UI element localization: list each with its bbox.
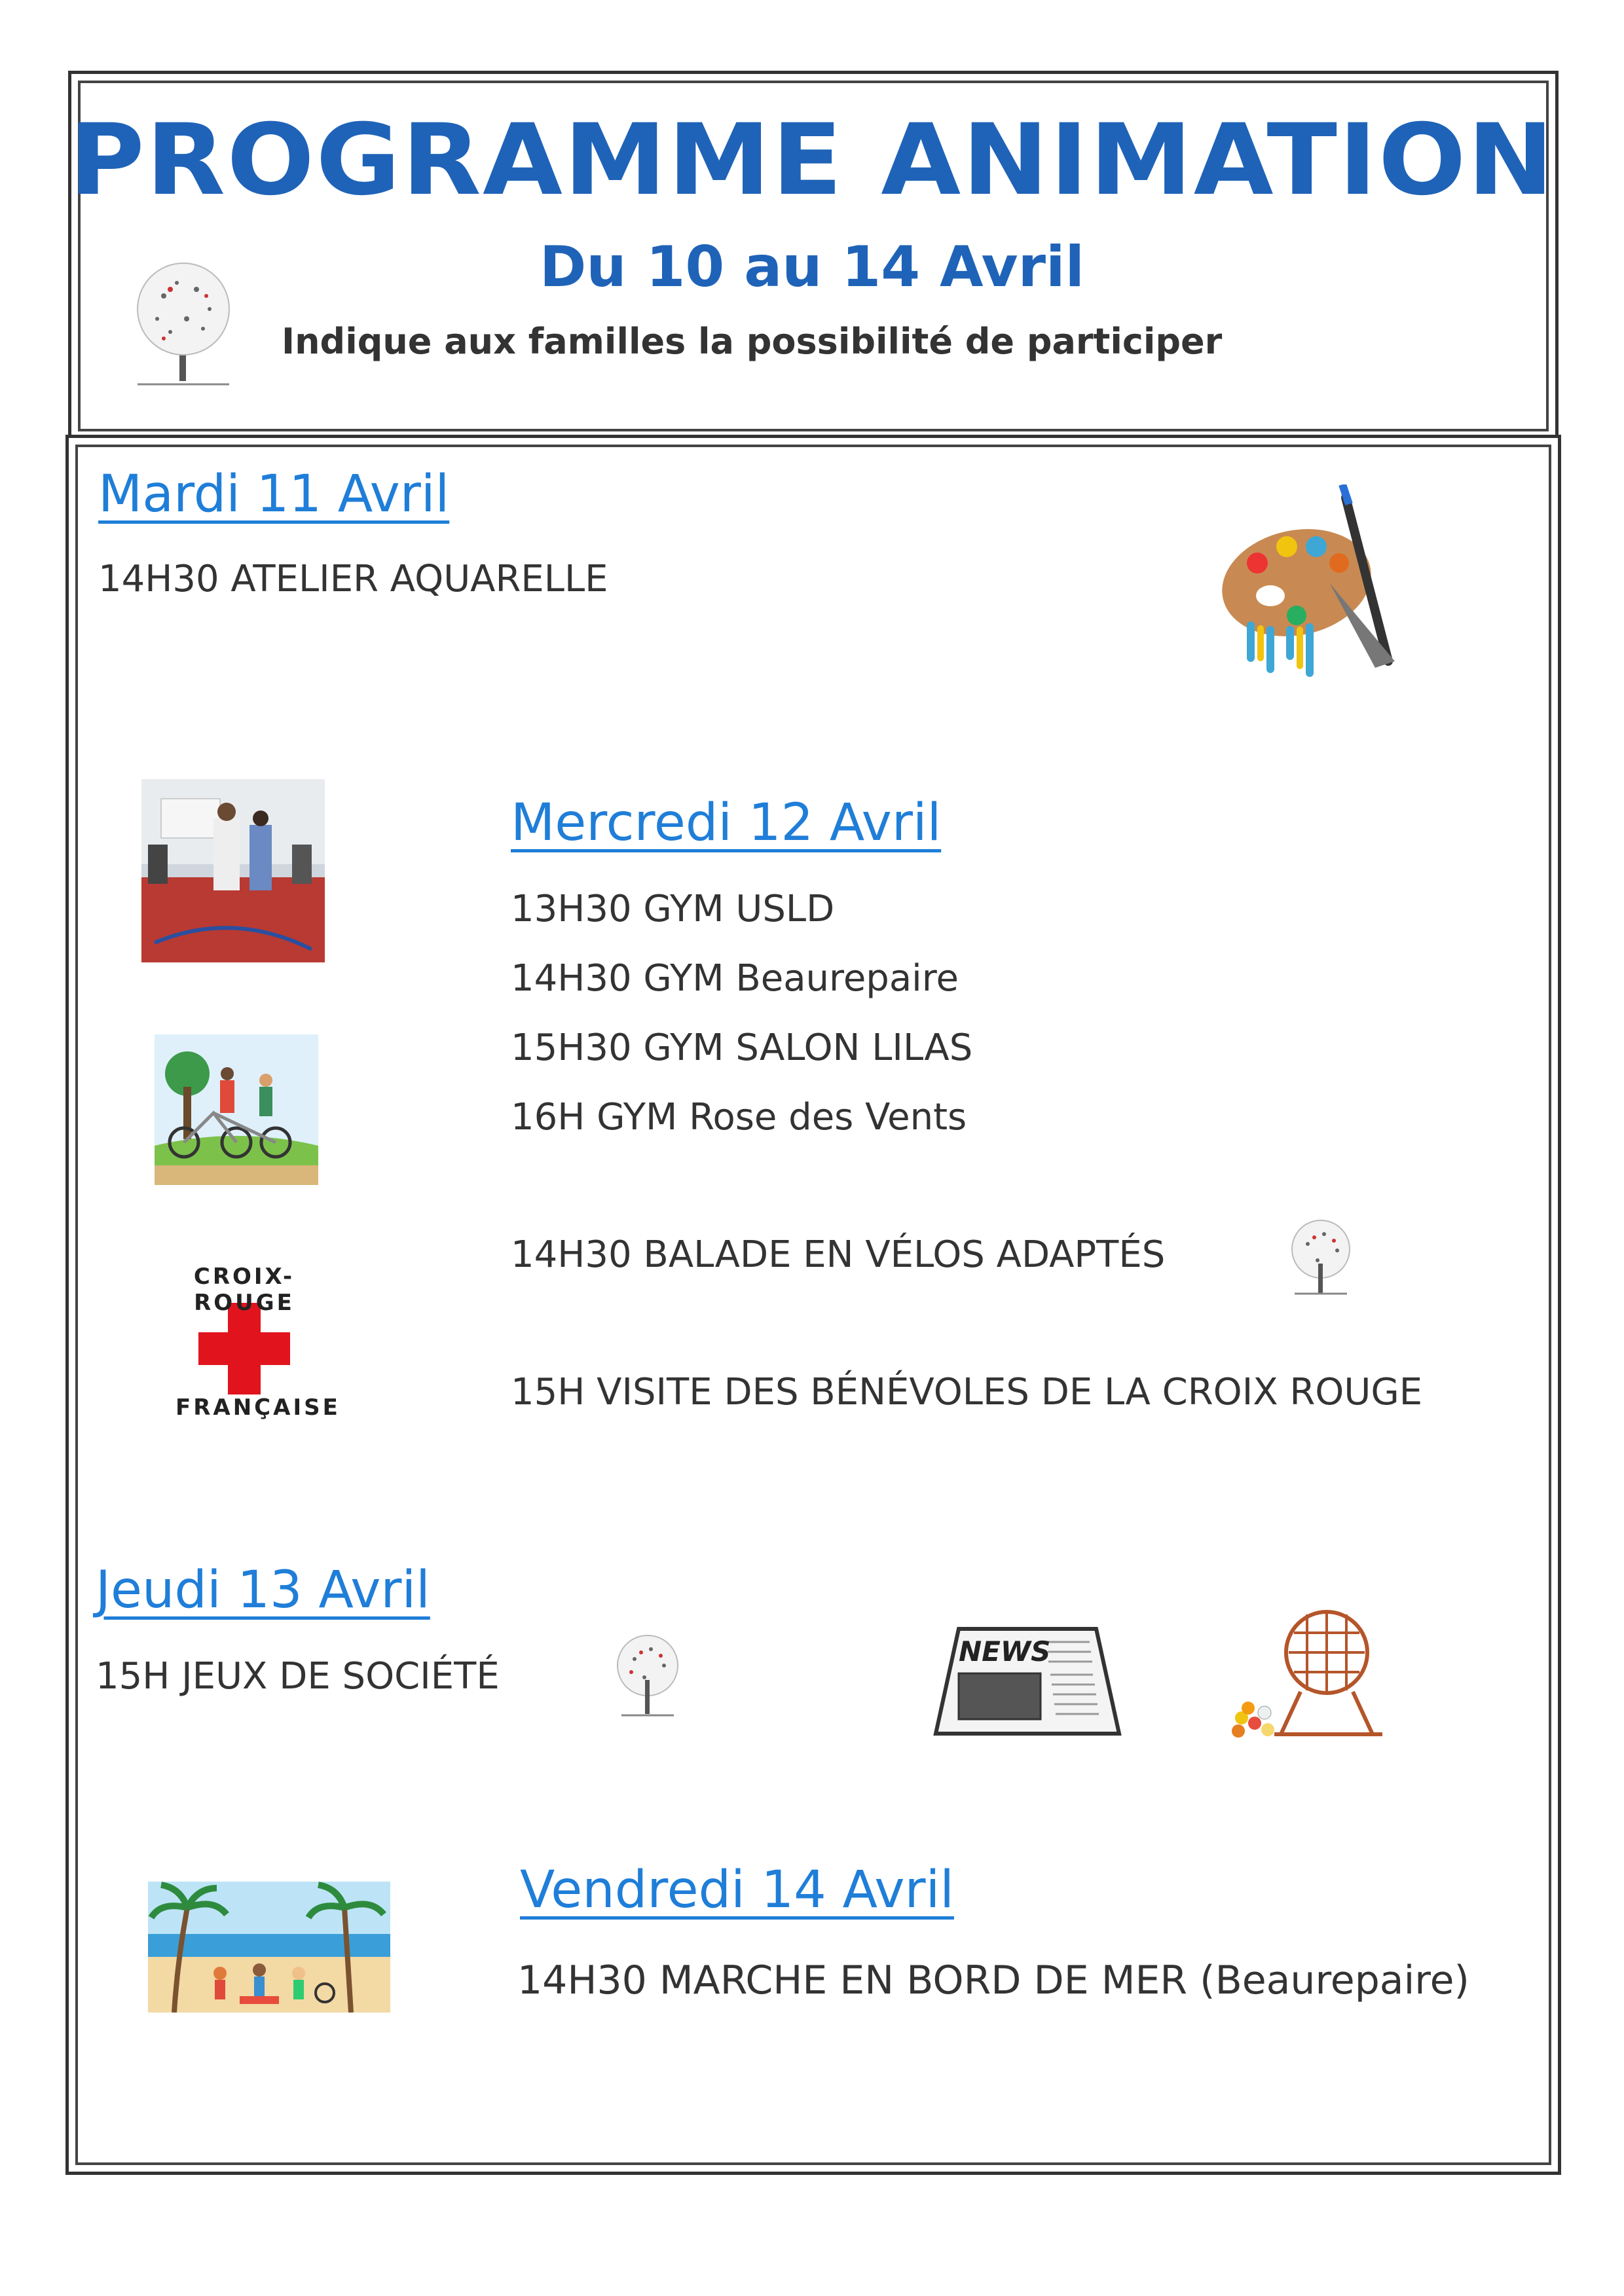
croix-rouge-top-text: CROIX-ROUGE — [193, 1264, 295, 1316]
croix-rouge-bottom-text: FRANÇAISE — [175, 1394, 341, 1421]
tree-logo-icon — [124, 257, 242, 388]
news-icon — [932, 1622, 1122, 1740]
paint-palette-icon — [1218, 484, 1414, 701]
day-heading-mercredi: Mercredi 12 Avril — [511, 793, 942, 852]
activity-item: 16H GYM Rose des Vents — [511, 1096, 967, 1139]
activity-item: 14H30 BALADE EN VÉLOS ADAPTÉS — [511, 1233, 1166, 1276]
day-heading-vendredi: Vendredi 14 Avril — [520, 1861, 954, 1920]
activity-item: 14H30 GYM Beaurepaire — [511, 957, 959, 1000]
activity-item: 15H JEUX DE SOCIÉTÉ — [96, 1655, 500, 1698]
gym-photo-image — [141, 779, 325, 962]
tree-logo-icon — [1285, 1218, 1357, 1296]
activity-item: 13H30 GYM USLD — [511, 888, 835, 930]
activity-item: 15H VISITE DES BÉNÉVOLES DE LA CROIX ROUGE — [511, 1371, 1423, 1413]
subtitle: Indique aux familles la possibilité de participer — [282, 321, 1223, 362]
date-range: Du 10 au 14 Avril — [540, 234, 1084, 300]
tree-logo-icon — [612, 1633, 684, 1718]
croix-rouge-logo — [162, 1257, 341, 1427]
activity-item: 14H30 ATELIER AQUARELLE — [98, 558, 608, 600]
news-label: NEWS — [959, 1635, 1051, 1667]
day-heading-jeudi: Jeudi 13 Avril — [96, 1561, 430, 1620]
page-title: PROGRAMME ANIMATION — [69, 103, 1555, 217]
activity-item: 15H30 GYM SALON LILAS — [511, 1027, 973, 1069]
activity-item: 14H30 MARCHE EN BORD DE MER (Beaurepaire) — [517, 1958, 1469, 2003]
bicycle-illustration-image — [155, 1034, 318, 1185]
bingo-cage-icon — [1228, 1600, 1392, 1744]
day-heading-mardi: Mardi 11 Avril — [98, 465, 450, 524]
beach-illustration-image — [148, 1882, 390, 2013]
